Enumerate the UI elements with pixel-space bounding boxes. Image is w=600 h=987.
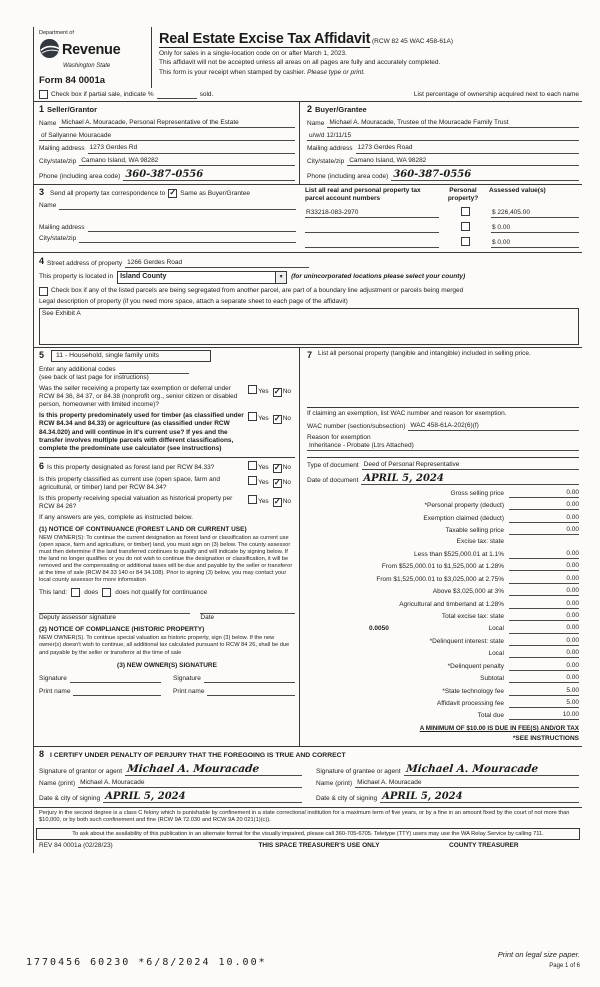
revenue-logo-icon <box>39 38 60 62</box>
title-block <box>151 27 582 88</box>
deputy-signature-lines <box>39 605 295 614</box>
deputy-signature-field[interactable] <box>39 605 190 614</box>
assessed-value-1: $ 226,405.00 <box>492 209 530 216</box>
owner-signature-label-2: Signature <box>173 674 201 682</box>
seller-name-field-line2[interactable] <box>39 132 295 141</box>
seller-phone-value: 360-387-0556 <box>125 168 204 180</box>
header-note-3-italic: Please type or print. <box>307 68 365 76</box>
fee-value-field[interactable]: 0.00 <box>509 649 579 658</box>
fee-value-field[interactable]: 5.00 <box>509 699 579 708</box>
section1-title: Seller/Grantor <box>47 105 98 115</box>
section2-title: Buyer/Grantee <box>315 105 367 115</box>
fee-label: Less than $525,000.01 at 1.1% <box>414 550 504 558</box>
buyer-grantee-block <box>300 102 582 183</box>
grantor-date-field[interactable] <box>103 792 302 803</box>
grantee-printname-value: Michael A. Mouracade <box>357 779 422 787</box>
assessed-value-3: $ 0.00 <box>492 239 511 247</box>
section3-number: 3 <box>39 186 45 197</box>
fee-label: Gross selling price <box>450 489 504 497</box>
personal-property-checkbox-1[interactable] <box>461 207 470 216</box>
buyer-name-line2: u/w/d 12/11/15 <box>309 131 352 139</box>
parcel-row-2 <box>305 222 579 233</box>
grantor-date-label: Date & city of signing <box>39 794 101 802</box>
personal-property-intro: List all personal property (tangible and intangible) included in selling price. <box>318 349 531 357</box>
local-rate-value[interactable]: 0.0050 <box>369 625 389 633</box>
legal-description-label: Legal description of property (if you need more space, attach a separate sheet to each page of the affidavit) <box>39 297 348 305</box>
alternate-format-notice: To ask about the availability of this publication in an alternate format for the visually impaired, please call 360-705-6705. Teletype (TTY) users may use the WA Relay Service by calling 711. <box>36 828 580 840</box>
seller-phone-label: Phone (including area code) <box>39 172 121 180</box>
q5-yes-label: Yes <box>258 498 269 506</box>
parcel-row-3 <box>305 237 579 248</box>
county-selected-value: Island County <box>120 272 167 280</box>
fee-label: Local <box>488 625 504 633</box>
personal-property-cell-3 <box>439 237 491 248</box>
agency-block <box>34 27 151 88</box>
personal-property-col-header: Personal property? <box>447 186 479 202</box>
seller-name-line1: Michael A. Mouracade, Personal Representative of the Estate <box>61 119 239 127</box>
grantor-signature-block <box>39 764 302 803</box>
additional-codes-field[interactable] <box>119 366 189 374</box>
section6-block <box>39 457 295 696</box>
fee-value-field[interactable]: 5.00 <box>509 687 579 696</box>
seller-grantor-block <box>34 102 300 183</box>
land-qualify-row <box>39 588 295 597</box>
fee-label: Agricultural and timberland at 1.28% <box>399 600 504 608</box>
grantee-date-label: Date & city of signing <box>316 794 378 802</box>
new-owner-signature-row <box>39 675 295 683</box>
deputy-date-label: Date <box>200 614 215 622</box>
q3-yes-checkbox[interactable] <box>248 461 257 470</box>
current-use-question: Is this property classified as current use (open space, farm and agricultural, or timber) land per RCW 84.34? <box>39 475 221 492</box>
fee-value-field[interactable]: 0.00 <box>509 637 579 646</box>
see-instructions-note: *SEE INSTRUCTIONS <box>512 735 579 743</box>
q1-yes-no-group <box>248 385 295 397</box>
fee-value-field[interactable]: 0.00 <box>509 501 579 510</box>
assessed-value-field-2[interactable] <box>491 224 579 233</box>
notice2-body: NEW OWNER(S). To continue special valuation as historic property, sign (3) below. If the new owner(s) doesn't wish to continue, all additional tax calculated pursuant to RCW 84 26, shall be due and payable by the seller or transferor at the time of sale <box>39 635 290 656</box>
county-select[interactable] <box>117 271 287 284</box>
fee-value-field[interactable]: 0.00 <box>509 575 579 584</box>
grantor-printname-value: Michael A. Mouracade <box>80 779 145 787</box>
fee-row <box>307 526 579 535</box>
street-address-label: Street address of property <box>47 259 123 267</box>
header-note-1: Only for sales in a single-location code on or after March 1, 2023. <box>159 49 347 57</box>
fee-value-field[interactable]: 0.00 <box>509 612 579 621</box>
this-land-label: This land: <box>39 589 68 597</box>
seller-name-field[interactable] <box>59 119 295 128</box>
q2-yes-no-group <box>248 412 295 424</box>
corr-name-label: Name <box>39 201 57 209</box>
wac-number-value: WAC 458-61A-202(6)(f) <box>410 421 479 429</box>
buyer-city-value: Camano Island, WA 98282 <box>349 157 427 164</box>
form-title: Real Estate Excise Tax Affidavit <box>159 31 371 47</box>
fee-value-field[interactable]: 0.00 <box>509 600 579 609</box>
form-number: Form 84 0001a <box>39 74 106 86</box>
assessed-value-field-1[interactable] <box>491 209 579 218</box>
q1-yes-label: Yes <box>258 387 269 395</box>
buyer-name-field[interactable] <box>327 119 579 128</box>
deputy-date-field[interactable] <box>200 605 295 614</box>
parcel-number-value: R33218-083-2970 <box>306 209 359 216</box>
legal-description-field[interactable] <box>39 308 579 345</box>
fee-label: From $525,000.01 to $1,525,000 at 1.28% <box>381 563 504 571</box>
fee-table <box>307 489 579 721</box>
print-legal-size-note: Print on legal size paper. <box>497 949 580 959</box>
fee-row <box>307 624 579 633</box>
buyer-mailing-label: Mailing address <box>307 145 353 153</box>
buyer-phone-value: 360-387-0556 <box>393 168 472 180</box>
does-checkbox[interactable] <box>71 588 80 597</box>
street-address-value: 1266 Gerdes Road <box>127 258 183 266</box>
seller-buyer-section <box>34 101 582 183</box>
doc-type-field[interactable] <box>362 461 579 470</box>
q4-no-label: No <box>282 478 291 486</box>
does-not-checkbox[interactable] <box>102 588 111 597</box>
personal-property-list-area[interactable] <box>307 361 579 407</box>
owner-printname-field-1[interactable] <box>73 688 161 696</box>
fee-value-field[interactable]: 0.00 <box>509 562 579 571</box>
land-use-code-field[interactable] <box>51 350 211 362</box>
historical-property-question: Is this property receiving special valuation as historical property per RCW 84 26? <box>39 495 233 511</box>
q3-no-checkbox[interactable]: ✓ <box>273 462 281 472</box>
grantee-printname-field[interactable] <box>355 779 579 788</box>
right-column <box>300 348 582 747</box>
fee-label: *Delinquent interest: state <box>429 637 504 645</box>
grantee-signature-value: Michael A. Mouracade <box>405 762 539 775</box>
grantee-date-field[interactable] <box>380 792 579 803</box>
fee-value-field[interactable]: 10.00 <box>509 711 579 720</box>
brand-name: Revenue <box>62 41 121 58</box>
certification-section <box>34 746 582 807</box>
grantee-sig-label: Signature of grantee or agent <box>316 767 401 775</box>
fee-label: Total excise tax: state <box>441 612 504 620</box>
wac-number-field[interactable] <box>408 422 579 431</box>
section8-number: 8 <box>39 749 45 760</box>
seller-phone-field[interactable] <box>123 170 295 181</box>
personal-property-cell-2 <box>439 222 491 233</box>
tax-correspondence-section <box>34 184 582 253</box>
affidavit-form <box>33 27 582 853</box>
owner-printname-label-1: Print name <box>39 687 71 695</box>
buyer-name-field-line2[interactable] <box>307 132 579 141</box>
buyer-city-field[interactable] <box>347 157 579 166</box>
certify-statement: I CERTIFY UNDER PENALTY OF PERJURY THAT THE FOREGOING IS TRUE AND CORRECT <box>50 752 346 760</box>
grantee-date-value: APRIL 5, 2024 <box>382 790 463 802</box>
owner-printname-label-2: Print name <box>173 687 205 695</box>
section4-number: 4 <box>39 256 45 267</box>
header-note-3 <box>159 69 580 77</box>
located-in-label: This property is located in <box>39 273 114 281</box>
fee-row <box>307 711 579 720</box>
reason-exemption-field[interactable] <box>307 442 579 451</box>
q1-yes-checkbox[interactable] <box>248 385 257 394</box>
fee-label: *State technology fee <box>442 687 504 695</box>
fee-label: Excise tax: state <box>456 538 504 546</box>
fee-row <box>307 575 579 584</box>
fee-row <box>307 612 579 621</box>
left-column <box>34 348 300 747</box>
segregated-checkbox[interactable] <box>39 287 48 296</box>
street-address-field[interactable] <box>125 259 309 268</box>
seller-mailing-field[interactable] <box>88 144 295 153</box>
fee-row <box>307 562 579 571</box>
fee-label: Above $3,025,000 at 3% <box>432 588 504 596</box>
grantor-signature-value: Michael A. Mouracade <box>126 762 260 775</box>
additional-codes-label: Enter any additional codes <box>39 365 116 373</box>
brand-subtitle: Washington State <box>63 63 111 69</box>
does-label: does <box>84 589 99 597</box>
parcel-col-header: List all real and personal property tax parcel account numbers <box>305 186 421 202</box>
buyer-mailing-value: 1273 Gerdes Road <box>357 144 413 152</box>
section7-number: 7 <box>307 349 313 360</box>
partial-sale-row <box>34 88 582 101</box>
exemption-intro: If claiming an exemption, list WAC number and reason for exemption. <box>307 407 579 418</box>
if-any-yes-note: If any answers are yes, complete as instructed below. <box>39 514 193 522</box>
doc-type-value: Deed of Personal Representative <box>363 461 460 468</box>
treasurer-space-label: THIS SPACE TREASURER'S USE ONLY <box>258 842 380 850</box>
fee-value-field[interactable]: 0.00 <box>509 514 579 523</box>
new-owner-printname-row <box>39 688 295 696</box>
partial-sale-label: Check box if partial sale, indicate % <box>51 91 154 99</box>
assessed-value-field-3[interactable] <box>491 239 579 248</box>
fee-value-field[interactable]: 0.00 <box>509 526 579 535</box>
deputy-signature-label: Deputy assessor signature <box>39 614 116 622</box>
q4-yes-checkbox[interactable] <box>248 476 257 485</box>
fee-label: Local <box>488 650 504 658</box>
buyer-phone-field[interactable] <box>391 170 579 181</box>
q1-no-label: No <box>282 387 291 395</box>
legal-description-value: See Exhibit A <box>42 309 81 317</box>
grantor-date-value: APRIL 5, 2024 <box>105 790 186 802</box>
grantor-printname-field[interactable] <box>78 779 302 788</box>
header-note-2: This affidavit will not be accepted unless all areas on all pages are fully and accurately completed. <box>159 59 441 67</box>
seller-city-value: Camano Island, WA 98282 <box>81 157 159 164</box>
county-note: (for unincorporated locations please select your county) <box>291 273 466 281</box>
section2-number: 2 <box>307 104 313 115</box>
segregated-label: Check box if any of the listed parcels are being segregated from another parcel, are part of a boundary line adjustment or parcels being merged <box>51 286 464 294</box>
grantee-printname-label: Name (print) <box>316 780 353 788</box>
fee-label: *Personal property (deduct) <box>424 502 504 510</box>
personal-property-checkbox-2[interactable] <box>461 222 470 231</box>
parcel-table <box>300 185 582 253</box>
form-header <box>34 27 582 88</box>
fee-value-field[interactable]: 0.00 <box>509 587 579 596</box>
seller-name-label: Name <box>39 120 57 128</box>
ownership-percentage-note: List percentage of ownership acquired next to each name <box>413 91 579 99</box>
q4-yes-no-group <box>248 476 295 488</box>
fee-value-field[interactable]: 0.00 <box>509 550 579 559</box>
buyer-name-line1: Michael A. Mouracade, Trustee of the Mouracade Family Trust <box>329 119 509 127</box>
fee-row <box>307 674 579 683</box>
fee-label: Exemption claimed (deduct) <box>423 514 504 522</box>
additional-codes-note: (see back of last page for instructions) <box>39 373 149 381</box>
seller-mailing-value: 1273 Gerdes Rd <box>89 144 138 152</box>
footer-row <box>34 840 582 853</box>
fee-value-field[interactable]: 0.00 <box>509 489 579 498</box>
q5-yes-no-group <box>248 495 295 507</box>
parcel-row-1 <box>305 207 579 218</box>
buyer-mailing-field[interactable] <box>356 144 579 153</box>
section5-number: 5 <box>39 350 45 361</box>
correspondence-block <box>34 185 300 253</box>
page-number: Page 1 of 6 <box>549 962 580 969</box>
corr-mailing-field[interactable] <box>88 224 296 232</box>
seller-mailing-label: Mailing address <box>39 145 85 153</box>
partial-percent-field[interactable] <box>157 91 197 99</box>
doc-date-value: APRIL 5, 2024 <box>363 472 444 484</box>
fee-value-field[interactable]: 0.00 <box>509 662 579 671</box>
send-correspondence-label: Send all property tax correspondence to <box>50 189 166 197</box>
use-and-tax-section <box>34 347 582 747</box>
notice2-title: (2) NOTICE OF COMPLIANCE (HISTORIC PROPERTY) <box>39 626 205 634</box>
property-location-section <box>34 252 582 346</box>
dropdown-arrow-icon[interactable]: ▼ <box>275 272 286 283</box>
fee-row <box>307 699 579 708</box>
fee-row <box>307 550 579 559</box>
reason-exemption-label: Reason for exemption <box>307 433 371 441</box>
owner-signature-field-1[interactable] <box>70 675 161 683</box>
fee-value-field[interactable]: 0.00 <box>509 674 579 683</box>
does-not-label: does not qualify for continuance <box>115 589 208 597</box>
timber-agriculture-question: Is this property predominately used for timber (as classified under RCW 84.34 and 84.33) or agriculture (as classified under RCW 84.34.020) and will continue in it's current use? If yes and the transfer involves multiple parcels with different classifications, complete the predominate use calculator (see instructions) <box>39 412 244 452</box>
header-note-3-text: This form is your receipt when stamped by cashier. <box>159 68 306 76</box>
fee-value-field <box>509 540 579 547</box>
fee-label: Affidavit processing fee <box>436 699 504 707</box>
fee-row <box>307 649 579 658</box>
wac-number-label: WAC number (section/subsection) <box>307 422 406 430</box>
same-as-buyer-checkbox[interactable]: ✓ <box>169 188 177 197</box>
fee-row <box>307 489 579 498</box>
same-as-buyer-label: Same as Buyer/Grantee <box>180 189 251 197</box>
q3-yes-no-group <box>248 461 295 473</box>
corr-name-field[interactable] <box>59 202 296 210</box>
assessed-value-col-header: Assessed value(s) <box>489 186 546 194</box>
assessed-value-2: $ 0.00 <box>492 224 511 232</box>
partial-sold-label: sold. <box>199 91 214 99</box>
grantor-printname-label: Name (print) <box>39 780 76 788</box>
fee-label: From $1,525,000.01 to $3,025,000 at 2.75% <box>376 575 504 583</box>
fee-row <box>307 514 579 523</box>
grantee-signature-field[interactable] <box>404 762 579 776</box>
partial-sale-checkbox[interactable] <box>39 90 48 99</box>
dept-of-label: Department of <box>39 30 74 36</box>
grantor-signature-field[interactable] <box>125 762 302 776</box>
fee-row <box>307 587 579 596</box>
corr-mailing-label: Mailing address <box>39 223 85 231</box>
notice3-title: (3) NEW OWNER(S) SIGNATURE <box>117 661 217 669</box>
cashier-stamp: 1770456 60230 *6/8/2024 10.00* <box>26 956 267 968</box>
personal-property-cell <box>439 207 491 218</box>
fee-row <box>307 600 579 609</box>
owner-signature-field-2[interactable] <box>204 675 295 683</box>
q4-yes-label: Yes <box>258 478 269 486</box>
rev-number: REV 84 0001a (02/28/23) <box>39 842 113 850</box>
notice1-body: NEW OWNER(S): To continue the current designation as forest land or classification as current use (open space, farm and agriculture, or timber) land, you must sign on (3) below. The county assessor must then determine if the land transferred continues to qualify and will indicate by signing below. If the land no longer qualifies or you do not wish to continue the designation or classification, it will be removed and the compensating or additional taxes will be due and payable by the seller or transferor at the time of sale (RCW 84 33 140 or 84 34.108). Prior to signing (3) below, you may contact your local county assessor for more information <box>39 534 293 584</box>
q2-yes-checkbox[interactable] <box>248 412 257 421</box>
parcel-number-field-2[interactable] <box>305 224 439 233</box>
owner-signature-label-1: Signature <box>39 674 67 682</box>
doc-type-label: Type of document <box>307 462 359 469</box>
fee-label: Total due <box>477 712 504 720</box>
q2-yes-label: Yes <box>258 415 269 423</box>
section6-number: 6 <box>39 460 45 471</box>
notice1-title: (1) NOTICE OF CONTINUANCE (FOREST LAND OR CURRENT USE) <box>39 525 247 533</box>
fee-label: Subtotal <box>480 675 504 683</box>
perjury-notice: Perjury in the second degree is a class C felony which is punishable by confinement in a state correctional institution for a maximum term of five years, or by a fine in an amount fixed by the court of not more than $10,000, or by both such confinement and fine (RCW 9A 72.030 and RCW 9A 20 021(1)(c)). <box>34 807 582 826</box>
county-treasurer-label: COUNTY TREASURER <box>449 842 519 850</box>
fee-row <box>307 687 579 696</box>
personal-property-checkbox-3[interactable] <box>461 237 470 246</box>
section1-number: 1 <box>39 104 45 115</box>
q2-no-label: No <box>282 415 291 423</box>
corr-city-label: City/state/zip <box>39 235 77 243</box>
fee-row <box>307 637 579 646</box>
parcel-number-field[interactable] <box>305 209 439 218</box>
buyer-city-label: City/state/zip <box>307 158 345 165</box>
grantor-sig-label: Signature of grantor or agent <box>39 767 123 775</box>
fee-row <box>307 501 579 510</box>
q3-yes-label: Yes <box>258 463 269 471</box>
doc-date-field[interactable] <box>361 474 579 485</box>
q5-no-label: No <box>282 498 291 506</box>
minimum-fee-note: A MINIMUM OF $10.00 IS DUE IN FEE(S) AND/OR TAX <box>419 725 579 733</box>
q1-no-checkbox[interactable]: ✓ <box>273 386 281 396</box>
fee-row <box>307 662 579 671</box>
q5-yes-checkbox[interactable] <box>248 495 257 504</box>
corr-city-field[interactable] <box>79 235 296 243</box>
seller-city-label: City/state/zip <box>39 158 77 165</box>
land-use-code-value: 11 - Household, single family units <box>56 351 160 359</box>
parcel-number-field-3[interactable] <box>305 239 439 248</box>
fee-value-field[interactable]: 0.00 <box>509 624 579 633</box>
owner-printname-field-2[interactable] <box>207 688 295 696</box>
forest-land-question: Is this property designated as forest land per RCW 84.33? <box>47 463 215 471</box>
q5-no-checkbox[interactable]: ✓ <box>273 497 281 507</box>
reason-exemption-value: Inheritance - Probate (Ltrs Attached) <box>309 441 414 449</box>
fee-label: Taxable selling price <box>445 527 504 535</box>
fee-row <box>307 538 579 546</box>
fee-label: *Delinquent penalty <box>447 662 504 670</box>
seller-name-line2: of Sallyanne Mouracade <box>41 131 112 139</box>
exemption-deferral-question: Was the seller receiving a property tax exemption or deferral under RCW 84 36, 84 37, or 84.38 (nonprofit org., senior citizen or disabled person, homeowner with limited income)? <box>39 384 238 409</box>
q2-no-checkbox[interactable]: ✓ <box>273 414 281 424</box>
buyer-phone-label: Phone (including area code) <box>307 172 389 180</box>
grantee-signature-block <box>316 764 579 803</box>
q4-no-checkbox[interactable]: ✓ <box>273 477 281 487</box>
seller-city-field[interactable] <box>79 157 295 166</box>
doc-date-label: Date of document <box>307 476 359 484</box>
deputy-signature-labels <box>39 614 295 622</box>
buyer-name-label: Name <box>307 120 325 128</box>
q3-no-label: No <box>282 463 291 471</box>
form-title-code: (RCW 82 45 WAC 458-61A) <box>372 38 454 45</box>
